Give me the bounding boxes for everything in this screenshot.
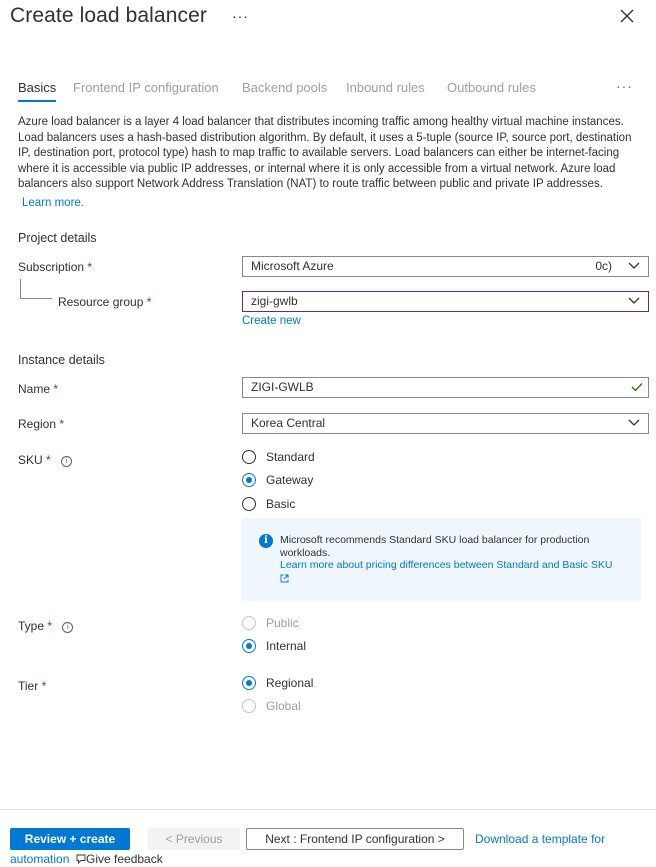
description-text: Azure load balancer is a layer 4 load balancer that distributes incoming traffic among healthy virtual machine instances. Load balancers uses a hash-based distribution algorithm. By default, it uses a 5-tuple (source IP, source port, destination IP, destination port, protocol type) hash to map traffic to available servers. Load balancers can either be internet-facing where it is accessible via public IP addresses, or internal where it is only accessible from a virtual network. Azure load balancers also support Network Address Translation (NAT) to route traffic between public and private IP addresses.	[18, 116, 632, 191]
review-create-button[interactable]: Review + create	[10, 828, 130, 850]
more-options-icon[interactable]: ···	[232, 8, 249, 24]
tab-outbound-rules[interactable]: Outbound rules	[447, 80, 536, 95]
name-label: Name *	[18, 382, 59, 396]
subscription-value: Microsoft Azure	[251, 259, 334, 273]
required-mark: *	[53, 382, 59, 396]
chevron-down-icon	[628, 419, 640, 427]
region-label: Region *	[18, 417, 65, 431]
download-template-link-continued[interactable]: automation	[10, 852, 70, 866]
radio-button[interactable]	[242, 450, 256, 464]
radio-button[interactable]	[242, 497, 256, 511]
sku-info-banner	[242, 518, 641, 601]
tier-label: Tier *	[18, 679, 47, 693]
create-new-link[interactable]: Create new	[242, 315, 301, 327]
tree-connector	[20, 279, 52, 299]
tabs-overflow-icon[interactable]: ···	[616, 78, 633, 94]
required-mark: *	[47, 619, 53, 633]
next-button[interactable]: Next : Frontend IP configuration >	[246, 828, 464, 850]
sku-option-basic[interactable]: Basic	[242, 496, 295, 512]
subscription-suffix: 0c)	[595, 259, 612, 273]
tab-inbound-rules[interactable]: Inbound rules	[346, 80, 425, 95]
pricing-learn-more-link[interactable]: Learn more about pricing differences between Standard and Basic SKU	[280, 559, 625, 586]
chevron-down-icon	[628, 297, 640, 305]
subscription-label: Subscription *	[18, 260, 93, 274]
radio-button[interactable]	[242, 676, 256, 690]
resource-group-dropdown[interactable]	[242, 291, 649, 312]
radio-button[interactable]	[242, 699, 256, 713]
give-feedback-link[interactable]: Give feedback	[76, 852, 163, 866]
chevron-down-icon	[628, 262, 640, 270]
tier-option-regional[interactable]: Regional	[242, 675, 313, 691]
sku-label: SKU * i	[18, 453, 72, 467]
external-link-icon[interactable]	[280, 574, 625, 587]
radio-button[interactable]	[242, 639, 256, 653]
type-option-public[interactable]: Public	[242, 615, 299, 631]
tab-basics[interactable]: Basics	[18, 80, 57, 95]
tier-option-global[interactable]: Global	[242, 698, 301, 714]
name-value: ZIGI-GWLB	[251, 380, 314, 394]
required-mark: *	[46, 453, 51, 467]
download-template-link[interactable]: Download a template for	[475, 832, 606, 846]
previous-button[interactable]: < Previous	[148, 828, 240, 850]
radio-button[interactable]	[242, 616, 256, 630]
sku-option-gateway[interactable]: Gateway	[242, 472, 313, 488]
required-mark: *	[41, 679, 47, 693]
subscription-dropdown[interactable]	[242, 256, 649, 277]
required-mark: *	[59, 417, 65, 431]
checkmark-icon	[631, 382, 643, 392]
resource-group-label: Resource group *	[58, 295, 152, 309]
close-icon[interactable]	[620, 9, 634, 23]
feedback-icon	[76, 854, 86, 864]
name-input[interactable]	[242, 377, 649, 398]
instance-details-heading: Instance details	[18, 353, 105, 367]
resource-group-value: zigi-gwlb	[251, 294, 298, 308]
info-icon: i	[259, 534, 273, 548]
footer-divider	[0, 809, 656, 810]
project-details-heading: Project details	[18, 231, 97, 245]
info-banner-text: Microsoft recommends Standard SKU load balancer for production workloads. Learn more about pricing differences between Standard and Basic SKU	[280, 534, 625, 586]
region-value: Korea Central	[251, 416, 326, 430]
region-dropdown[interactable]	[242, 413, 649, 434]
required-mark: *	[146, 295, 152, 309]
page-title: Create load balancer	[10, 4, 207, 27]
type-option-internal[interactable]: Internal	[242, 638, 306, 654]
info-icon[interactable]: i	[61, 456, 72, 467]
sku-option-standard[interactable]: Standard	[242, 449, 315, 465]
info-icon[interactable]: i	[62, 622, 73, 633]
required-mark: *	[87, 260, 93, 274]
radio-button[interactable]	[242, 473, 256, 487]
type-label: Type * i	[18, 619, 73, 633]
tab-frontend-ip-configuration[interactable]: Frontend IP configuration	[73, 80, 219, 95]
learn-more-link[interactable]: Learn more.	[22, 197, 85, 209]
tab-backend-pools[interactable]: Backend pools	[242, 80, 328, 95]
